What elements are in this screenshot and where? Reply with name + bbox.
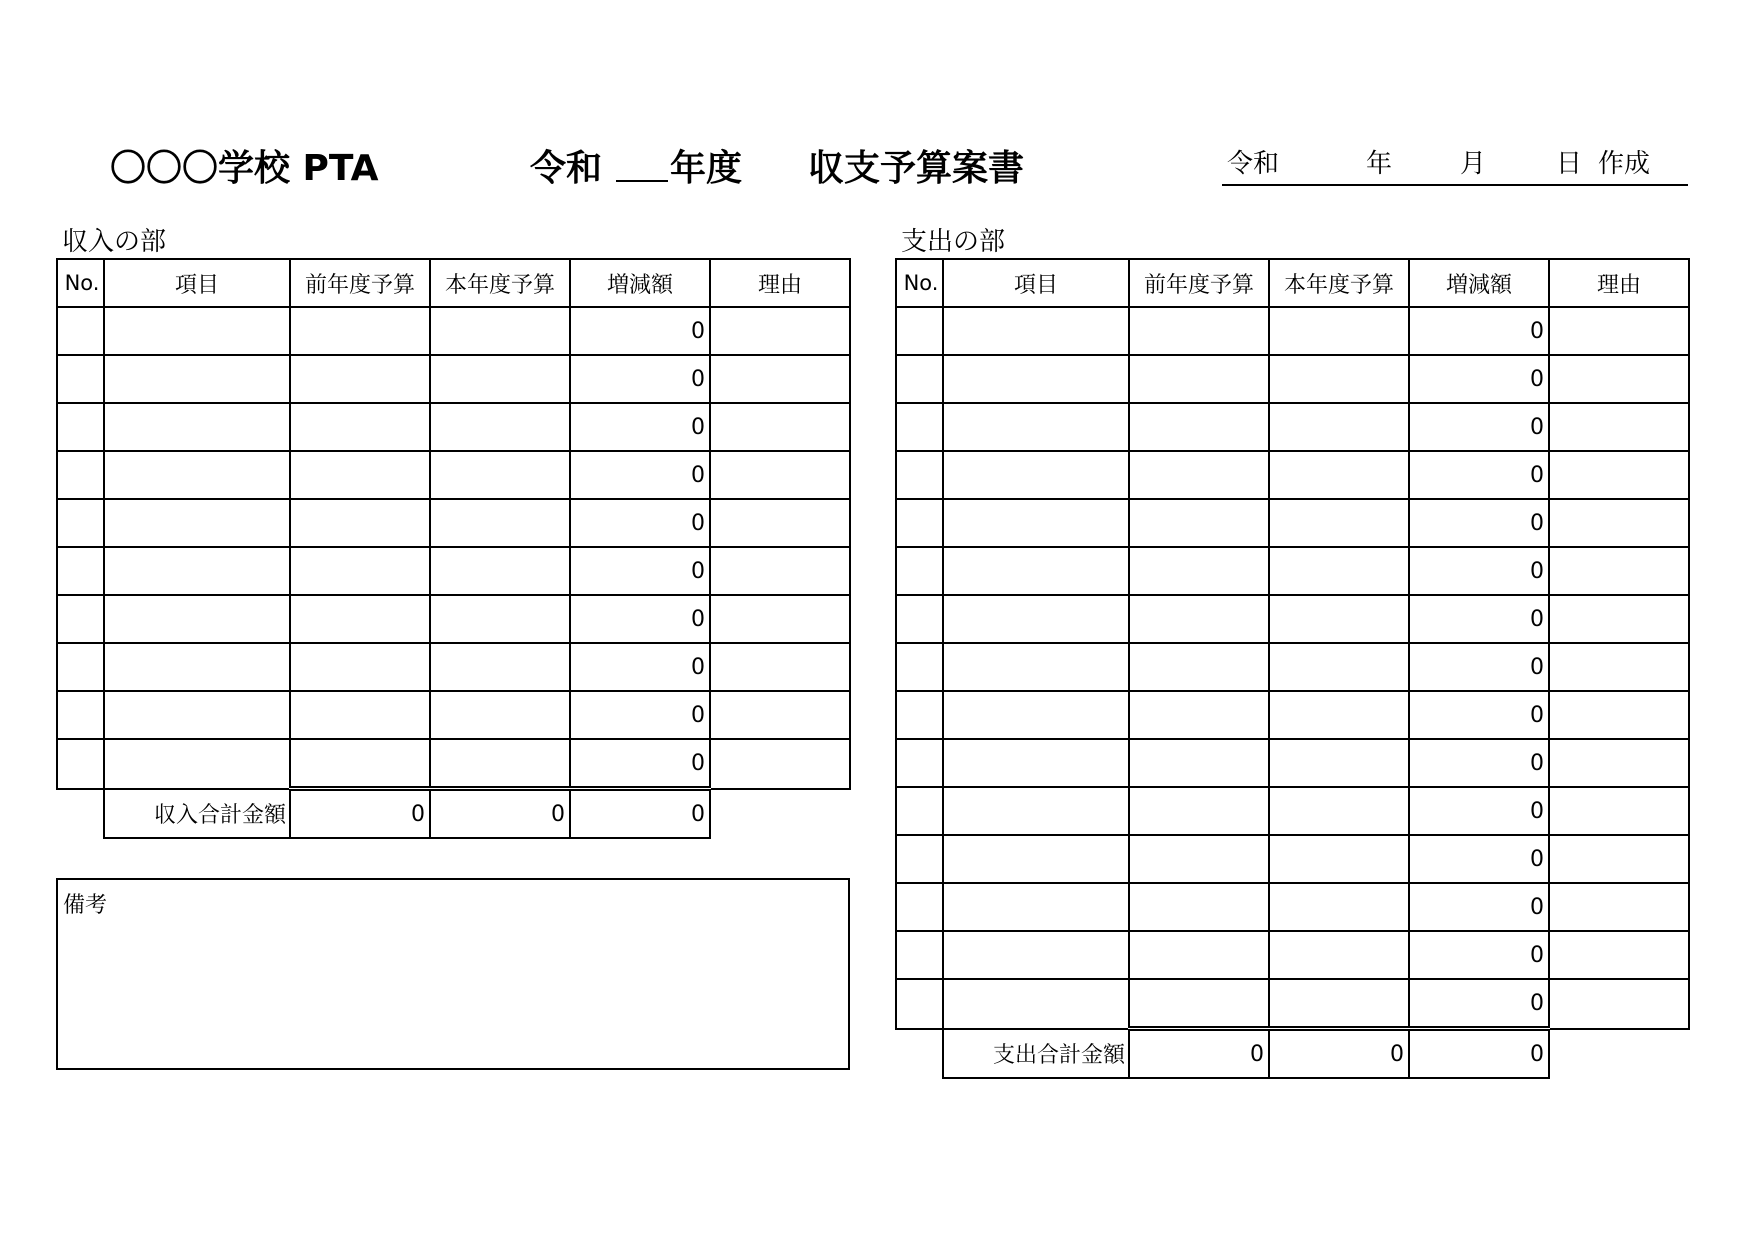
item-cell[interactable] — [943, 547, 1129, 595]
difference-cell: 0 — [570, 691, 710, 739]
table-row — [57, 307, 850, 355]
row-no-cell[interactable] — [896, 451, 943, 499]
row-no-cell[interactable] — [896, 643, 943, 691]
current-budget-cell[interactable] — [430, 499, 570, 547]
item-cell[interactable] — [104, 739, 290, 789]
table-row — [57, 355, 850, 403]
reason-cell[interactable] — [710, 739, 850, 789]
date-created-label: 作成 — [1598, 149, 1651, 179]
difference-cell: 0 — [570, 307, 710, 355]
current-budget-cell[interactable] — [430, 451, 570, 499]
fiscal-year-blank[interactable] — [616, 180, 668, 182]
reason-cell[interactable] — [1549, 835, 1689, 883]
reason-cell[interactable] — [1549, 403, 1689, 451]
income-header-row — [57, 259, 850, 307]
table-row — [896, 691, 1689, 739]
row-no-cell[interactable] — [57, 451, 104, 499]
current-budget-cell[interactable] — [1269, 979, 1409, 1029]
prev-budget-cell[interactable] — [290, 307, 430, 355]
row-no-cell[interactable] — [896, 595, 943, 643]
current-budget-cell[interactable] — [1269, 691, 1409, 739]
row-no-cell[interactable] — [57, 595, 104, 643]
reason-cell[interactable] — [1549, 307, 1689, 355]
current-budget-cell[interactable] — [430, 739, 570, 789]
date-day-label: 日 — [1556, 149, 1583, 179]
current-budget-cell[interactable] — [430, 691, 570, 739]
difference-cell: 0 — [1409, 595, 1549, 643]
current-budget-cell[interactable] — [1269, 883, 1409, 931]
prev-budget-cell[interactable] — [1129, 931, 1269, 979]
difference-cell: 0 — [570, 355, 710, 403]
current-budget-cell[interactable] — [1269, 499, 1409, 547]
blank-cell — [896, 1029, 943, 1079]
reason-cell[interactable] — [710, 403, 850, 451]
item-cell[interactable] — [943, 739, 1129, 787]
reason-cell[interactable] — [1549, 883, 1689, 931]
column-header-difference: 増減額 — [570, 259, 710, 307]
table-row — [57, 499, 850, 547]
difference-cell: 0 — [1409, 547, 1549, 595]
total-current-budget: 0 — [430, 789, 570, 839]
table-row — [896, 979, 1689, 1029]
item-cell[interactable] — [943, 307, 1129, 355]
organization-name: 〇〇〇学校 PTA — [110, 148, 379, 189]
column-header-difference: 増減額 — [1409, 259, 1549, 307]
prev-budget-cell[interactable] — [290, 739, 430, 789]
current-budget-cell[interactable] — [430, 643, 570, 691]
prev-budget-cell[interactable] — [1129, 979, 1269, 1029]
prev-budget-cell[interactable] — [290, 691, 430, 739]
reason-cell[interactable] — [710, 307, 850, 355]
table-row — [896, 835, 1689, 883]
date-year-label: 年 — [1366, 149, 1393, 179]
reason-cell[interactable] — [1549, 739, 1689, 787]
current-budget-cell[interactable] — [1269, 547, 1409, 595]
item-cell[interactable] — [943, 499, 1129, 547]
row-no-cell[interactable] — [57, 499, 104, 547]
reason-cell[interactable] — [710, 355, 850, 403]
row-no-cell[interactable] — [57, 643, 104, 691]
current-budget-cell[interactable] — [430, 307, 570, 355]
difference-cell: 0 — [1409, 931, 1549, 979]
income-total-row — [57, 789, 850, 839]
item-cell[interactable] — [943, 979, 1129, 1029]
row-no-cell[interactable] — [896, 547, 943, 595]
difference-cell: 0 — [570, 595, 710, 643]
difference-cell: 0 — [570, 643, 710, 691]
total-difference: 0 — [570, 789, 710, 839]
current-budget-cell[interactable] — [1269, 931, 1409, 979]
table-row — [896, 595, 1689, 643]
prev-budget-cell[interactable] — [1129, 787, 1269, 835]
difference-cell: 0 — [570, 499, 710, 547]
item-cell[interactable] — [104, 451, 290, 499]
current-budget-cell[interactable] — [1269, 307, 1409, 355]
row-no-cell[interactable] — [57, 739, 104, 789]
difference-cell: 0 — [570, 739, 710, 789]
reason-cell[interactable] — [1549, 691, 1689, 739]
total-label: 収入合計金額 — [104, 789, 290, 839]
row-no-cell[interactable] — [896, 931, 943, 979]
reason-cell[interactable] — [1549, 979, 1689, 1029]
difference-cell: 0 — [1409, 355, 1549, 403]
table-row — [896, 403, 1689, 451]
current-budget-cell[interactable] — [1269, 739, 1409, 787]
row-no-cell[interactable] — [896, 355, 943, 403]
prev-budget-cell[interactable] — [1129, 691, 1269, 739]
row-no-cell[interactable] — [896, 691, 943, 739]
total-label: 支出合計金額 — [943, 1029, 1129, 1079]
difference-cell: 0 — [1409, 739, 1549, 787]
reason-cell[interactable] — [1549, 547, 1689, 595]
item-cell[interactable] — [104, 691, 290, 739]
table-row — [896, 883, 1689, 931]
prev-budget-cell[interactable] — [290, 499, 430, 547]
current-budget-cell[interactable] — [430, 355, 570, 403]
reason-cell[interactable] — [1549, 355, 1689, 403]
era-label: 令和 — [530, 148, 603, 189]
blank-cell — [57, 789, 104, 839]
income-table — [56, 258, 851, 839]
prev-budget-cell[interactable] — [290, 547, 430, 595]
difference-cell: 0 — [1409, 307, 1549, 355]
item-cell[interactable] — [943, 451, 1129, 499]
item-cell[interactable] — [104, 403, 290, 451]
current-budget-cell[interactable] — [430, 403, 570, 451]
expense-header-row — [896, 259, 1689, 307]
table-row — [896, 307, 1689, 355]
column-header-item: 項目 — [104, 259, 290, 307]
column-header-prev-budget: 前年度予算 — [290, 259, 430, 307]
row-no-cell[interactable] — [896, 979, 943, 1029]
table-row — [896, 787, 1689, 835]
table-row — [57, 547, 850, 595]
current-budget-cell[interactable] — [1269, 835, 1409, 883]
total-prev-budget: 0 — [1129, 1029, 1269, 1079]
difference-cell: 0 — [570, 547, 710, 595]
table-row — [896, 451, 1689, 499]
prev-budget-cell[interactable] — [290, 643, 430, 691]
current-budget-cell[interactable] — [430, 595, 570, 643]
table-row — [57, 643, 850, 691]
difference-cell: 0 — [570, 403, 710, 451]
prev-budget-cell[interactable] — [1129, 307, 1269, 355]
reason-cell[interactable] — [1549, 595, 1689, 643]
prev-budget-cell[interactable] — [1129, 403, 1269, 451]
table-row — [896, 547, 1689, 595]
blank-cell — [1549, 1029, 1689, 1079]
table-row — [57, 739, 850, 789]
column-header-current-budget: 本年度予算 — [1269, 259, 1409, 307]
item-cell[interactable] — [943, 691, 1129, 739]
current-budget-cell[interactable] — [1269, 595, 1409, 643]
reason-cell[interactable] — [1549, 931, 1689, 979]
difference-cell: 0 — [1409, 451, 1549, 499]
column-header-no: No. — [896, 259, 943, 307]
prev-budget-cell[interactable] — [1129, 643, 1269, 691]
column-header-reason: 理由 — [710, 259, 850, 307]
row-no-cell[interactable] — [896, 787, 943, 835]
income-section-title: 収入の部 — [62, 227, 167, 257]
total-prev-budget: 0 — [290, 789, 430, 839]
item-cell[interactable] — [104, 643, 290, 691]
column-header-no: No. — [57, 259, 104, 307]
row-no-cell[interactable] — [57, 691, 104, 739]
prev-budget-cell[interactable] — [1129, 595, 1269, 643]
table-row — [896, 355, 1689, 403]
expense-total-row — [896, 1029, 1689, 1079]
column-header-reason: 理由 — [1549, 259, 1689, 307]
row-no-cell[interactable] — [896, 499, 943, 547]
difference-cell: 0 — [1409, 643, 1549, 691]
reason-cell[interactable] — [710, 643, 850, 691]
table-row — [57, 451, 850, 499]
prev-budget-cell[interactable] — [1129, 883, 1269, 931]
row-no-cell[interactable] — [896, 739, 943, 787]
table-row — [896, 931, 1689, 979]
current-budget-cell[interactable] — [1269, 787, 1409, 835]
table-row — [57, 691, 850, 739]
difference-cell: 0 — [1409, 787, 1549, 835]
row-no-cell[interactable] — [896, 835, 943, 883]
prev-budget-cell[interactable] — [1129, 499, 1269, 547]
reason-cell[interactable] — [710, 547, 850, 595]
table-row — [57, 595, 850, 643]
reason-cell[interactable] — [1549, 787, 1689, 835]
prev-budget-cell[interactable] — [1129, 547, 1269, 595]
creation-date-line[interactable] — [1222, 140, 1688, 186]
prev-budget-cell[interactable] — [1129, 835, 1269, 883]
item-cell[interactable] — [943, 403, 1129, 451]
table-row — [896, 643, 1689, 691]
difference-cell: 0 — [570, 451, 710, 499]
item-cell[interactable] — [943, 355, 1129, 403]
expense-table — [895, 258, 1690, 1079]
row-no-cell[interactable] — [896, 883, 943, 931]
difference-cell: 0 — [1409, 883, 1549, 931]
row-no-cell[interactable] — [57, 307, 104, 355]
difference-cell: 0 — [1409, 499, 1549, 547]
row-no-cell[interactable] — [896, 403, 943, 451]
current-budget-cell[interactable] — [430, 547, 570, 595]
item-cell[interactable] — [943, 595, 1129, 643]
difference-cell: 0 — [1409, 403, 1549, 451]
item-cell[interactable] — [104, 355, 290, 403]
total-current-budget: 0 — [1269, 1029, 1409, 1079]
prev-budget-cell[interactable] — [290, 403, 430, 451]
row-no-cell[interactable] — [57, 547, 104, 595]
prev-budget-cell[interactable] — [1129, 355, 1269, 403]
column-header-item: 項目 — [943, 259, 1129, 307]
prev-budget-cell[interactable] — [290, 451, 430, 499]
table-row — [57, 403, 850, 451]
row-no-cell[interactable] — [57, 403, 104, 451]
item-cell[interactable] — [104, 595, 290, 643]
row-no-cell[interactable] — [57, 355, 104, 403]
reason-cell[interactable] — [710, 451, 850, 499]
reason-cell[interactable] — [1549, 643, 1689, 691]
table-row — [896, 499, 1689, 547]
reason-cell[interactable] — [710, 691, 850, 739]
fiscal-year-suffix: 年度 — [670, 148, 743, 189]
blank-cell — [710, 789, 850, 839]
difference-cell: 0 — [1409, 691, 1549, 739]
reason-cell[interactable] — [710, 499, 850, 547]
item-cell[interactable] — [104, 307, 290, 355]
current-budget-cell[interactable] — [1269, 403, 1409, 451]
prev-budget-cell[interactable] — [290, 595, 430, 643]
current-budget-cell[interactable] — [1269, 451, 1409, 499]
remarks-box[interactable] — [56, 878, 850, 1070]
reason-cell[interactable] — [710, 595, 850, 643]
current-budget-cell[interactable] — [1269, 355, 1409, 403]
prev-budget-cell[interactable] — [1129, 451, 1269, 499]
date-era: 令和 — [1227, 149, 1280, 179]
reason-cell[interactable] — [1549, 451, 1689, 499]
remarks-label: 備考 — [63, 893, 108, 918]
difference-cell: 0 — [1409, 979, 1549, 1029]
item-cell[interactable] — [943, 835, 1129, 883]
column-header-prev-budget: 前年度予算 — [1129, 259, 1269, 307]
item-cell[interactable] — [943, 883, 1129, 931]
column-header-current-budget: 本年度予算 — [430, 259, 570, 307]
total-difference: 0 — [1409, 1029, 1549, 1079]
item-cell[interactable] — [943, 787, 1129, 835]
prev-budget-cell[interactable] — [290, 355, 430, 403]
item-cell[interactable] — [104, 547, 290, 595]
date-month-label: 月 — [1460, 149, 1487, 179]
prev-budget-cell[interactable] — [1129, 739, 1269, 787]
item-cell[interactable] — [943, 643, 1129, 691]
item-cell[interactable] — [104, 499, 290, 547]
difference-cell: 0 — [1409, 835, 1549, 883]
expense-section-title: 支出の部 — [901, 227, 1006, 257]
reason-cell[interactable] — [1549, 499, 1689, 547]
document-title: 収支予算案書 — [808, 148, 1025, 189]
table-row — [896, 739, 1689, 787]
current-budget-cell[interactable] — [1269, 643, 1409, 691]
row-no-cell[interactable] — [896, 307, 943, 355]
item-cell[interactable] — [943, 931, 1129, 979]
